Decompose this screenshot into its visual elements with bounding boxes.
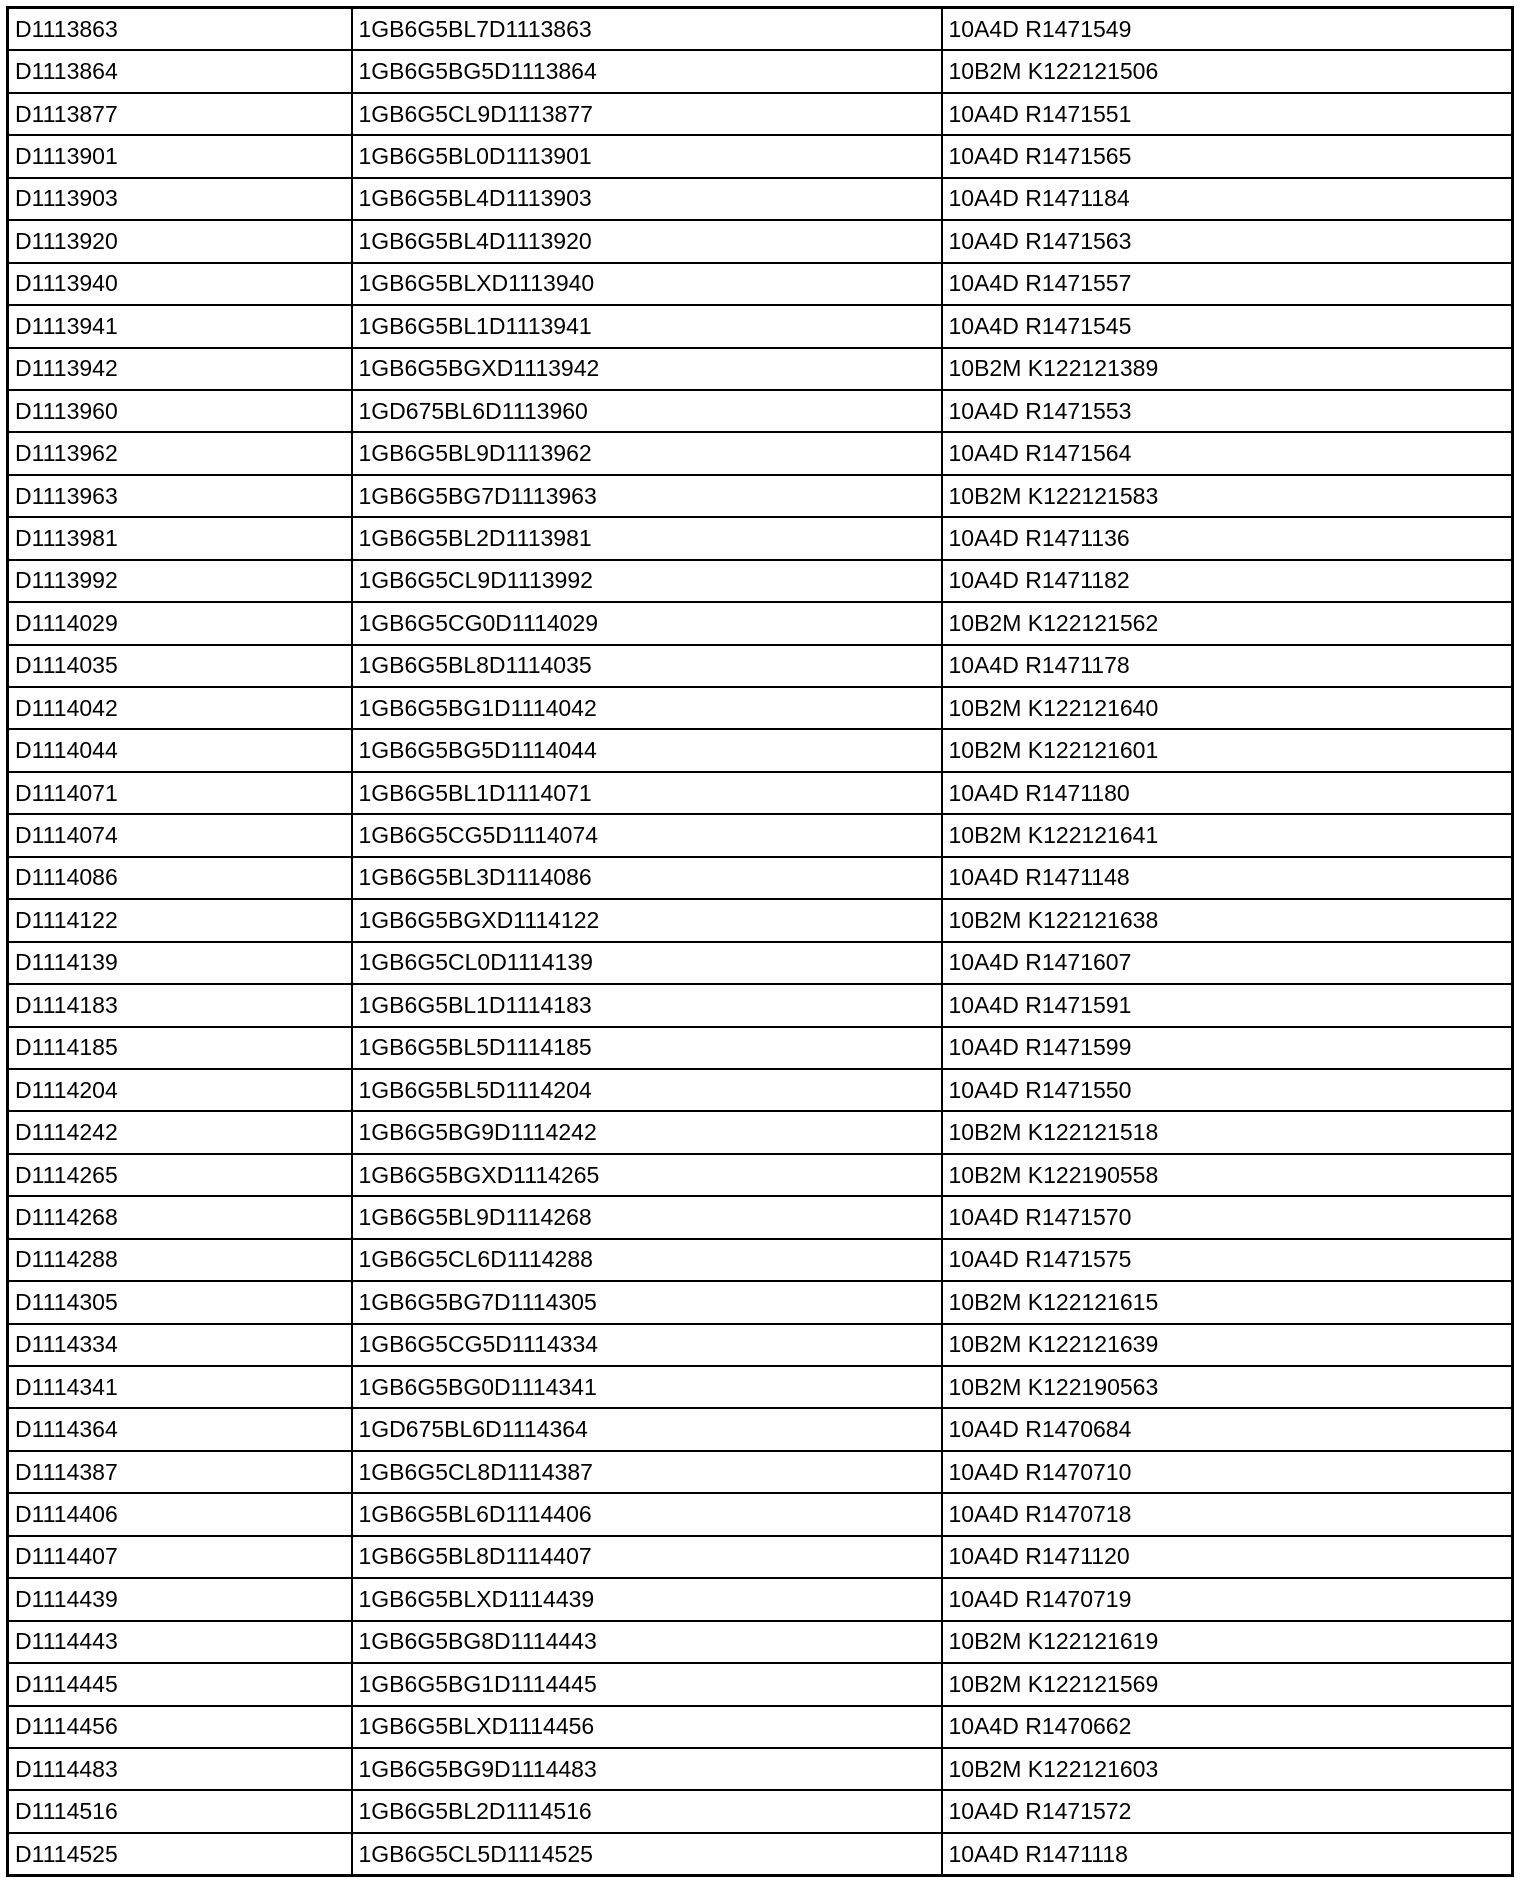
engine-number-cell: 10B2M K122121569	[942, 1663, 1513, 1705]
dealer-code-cell: D1114439	[8, 1578, 352, 1620]
table-row	[8, 135, 1513, 177]
dealer-code-cell: D1113963	[8, 475, 352, 517]
engine-number-cell: 10A4D R1471550	[942, 1069, 1513, 1111]
table-row	[8, 50, 1513, 92]
dealer-code-cell: D1114074	[8, 814, 352, 856]
dealer-code-cell: D1114185	[8, 1027, 352, 1069]
dealer-code-cell: D1114139	[8, 942, 352, 984]
table-row	[8, 1027, 1513, 1069]
engine-number-cell: 10B2M K122121601	[942, 729, 1513, 771]
engine-number-cell: 10A4D R1471182	[942, 560, 1513, 602]
vin-cell: 1GB6G5BL3D1114086	[352, 857, 942, 899]
dealer-code-cell: D1113920	[8, 220, 352, 262]
vin-cell: 1GB6G5BL1D1114183	[352, 984, 942, 1026]
dealer-code-cell: D1114483	[8, 1748, 352, 1790]
vin-cell: 1GB6G5BG9D1114242	[352, 1111, 942, 1153]
dealer-code-cell: D1114204	[8, 1069, 352, 1111]
dealer-code-cell: D1114042	[8, 687, 352, 729]
vin-cell: 1GB6G5BG7D1114305	[352, 1281, 942, 1323]
vin-cell: 1GB6G5BL9D1114268	[352, 1196, 942, 1238]
vin-cell: 1GB6G5BLXD1114456	[352, 1706, 942, 1748]
dealer-code-cell: D1113863	[8, 8, 352, 51]
engine-number-cell: 10A4D R1471591	[942, 984, 1513, 1026]
dealer-code-cell: D1114456	[8, 1706, 352, 1748]
dealer-code-cell: D1113960	[8, 390, 352, 432]
table-row	[8, 942, 1513, 984]
engine-number-cell: 10A4D R1471549	[942, 8, 1513, 51]
dealer-code-cell: D1114288	[8, 1239, 352, 1281]
dealer-code-cell: D1113901	[8, 135, 352, 177]
table-row	[8, 1790, 1513, 1832]
dealer-code-cell: D1113941	[8, 305, 352, 347]
table-row	[8, 814, 1513, 856]
dealer-code-cell: D1114334	[8, 1324, 352, 1366]
vehicle-id-table	[6, 6, 1514, 1877]
table-row	[8, 645, 1513, 687]
vin-cell: 1GB6G5BG1D1114445	[352, 1663, 942, 1705]
vin-cell: 1GB6G5BL2D1114516	[352, 1790, 942, 1832]
vin-cell: 1GD675BL6D1114364	[352, 1408, 942, 1450]
vin-cell: 1GB6G5BL8D1114407	[352, 1536, 942, 1578]
table-row	[8, 348, 1513, 390]
table-row	[8, 687, 1513, 729]
engine-number-cell: 10B2M K122121518	[942, 1111, 1513, 1153]
table-row	[8, 1154, 1513, 1196]
table-row	[8, 93, 1513, 135]
engine-number-cell: 10A4D R1470718	[942, 1493, 1513, 1535]
table-row	[8, 432, 1513, 474]
engine-number-cell: 10A4D R1471545	[942, 305, 1513, 347]
table-row	[8, 772, 1513, 814]
dealer-code-cell: D1114341	[8, 1366, 352, 1408]
vin-cell: 1GB6G5BL1D1114071	[352, 772, 942, 814]
dealer-code-cell: D1114516	[8, 1790, 352, 1832]
dealer-code-cell: D1113992	[8, 560, 352, 602]
dealer-code-cell: D1113962	[8, 432, 352, 474]
dealer-code-cell: D1114387	[8, 1451, 352, 1493]
table-row	[8, 1324, 1513, 1366]
table-row	[8, 1748, 1513, 1790]
engine-number-cell: 10B2M K122121619	[942, 1621, 1513, 1663]
vin-cell: 1GB6G5BG7D1113963	[352, 475, 942, 517]
vin-cell: 1GB6G5BG8D1114443	[352, 1621, 942, 1663]
vin-cell: 1GB6G5BL5D1114204	[352, 1069, 942, 1111]
dealer-code-cell: D1114035	[8, 645, 352, 687]
engine-number-cell: 10A4D R1471563	[942, 220, 1513, 262]
vin-cell: 1GB6G5BLXD1113940	[352, 263, 942, 305]
dealer-code-cell: D1114183	[8, 984, 352, 1026]
engine-number-cell: 10B2M K122121638	[942, 899, 1513, 941]
vin-cell: 1GD675BL6D1113960	[352, 390, 942, 432]
table-row	[8, 1408, 1513, 1450]
vin-cell: 1GB6G5CL9D1113877	[352, 93, 942, 135]
vin-cell: 1GB6G5BL2D1113981	[352, 517, 942, 559]
dealer-code-cell: D1114029	[8, 602, 352, 644]
vin-cell: 1GB6G5BL9D1113962	[352, 432, 942, 474]
dealer-code-cell: D1114265	[8, 1154, 352, 1196]
engine-number-cell: 10A4D R1471148	[942, 857, 1513, 899]
vin-cell: 1GB6G5BL0D1113901	[352, 135, 942, 177]
dealer-code-cell: D1114242	[8, 1111, 352, 1153]
engine-number-cell: 10A4D R1471572	[942, 1790, 1513, 1832]
engine-number-cell: 10A4D R1470710	[942, 1451, 1513, 1493]
vin-cell: 1GB6G5BL8D1114035	[352, 645, 942, 687]
table-row	[8, 1196, 1513, 1238]
table-row	[8, 1621, 1513, 1663]
dealer-code-cell: D1113942	[8, 348, 352, 390]
vin-cell: 1GB6G5CL6D1114288	[352, 1239, 942, 1281]
table-row	[8, 899, 1513, 941]
engine-number-cell: 10A4D R1471575	[942, 1239, 1513, 1281]
table-row	[8, 1706, 1513, 1748]
vin-cell: 1GB6G5CL0D1114139	[352, 942, 942, 984]
dealer-code-cell: D1113903	[8, 178, 352, 220]
vin-cell: 1GB6G5BG1D1114042	[352, 687, 942, 729]
dealer-code-cell: D1114445	[8, 1663, 352, 1705]
engine-number-cell: 10B2M K122121389	[942, 348, 1513, 390]
dealer-code-cell: D1113940	[8, 263, 352, 305]
table-row	[8, 1451, 1513, 1493]
vin-cell: 1GB6G5BLXD1114439	[352, 1578, 942, 1620]
dealer-code-cell: D1114044	[8, 729, 352, 771]
engine-number-cell: 10A4D R1471551	[942, 93, 1513, 135]
dealer-code-cell: D1113877	[8, 93, 352, 135]
dealer-code-cell: D1114268	[8, 1196, 352, 1238]
table-row	[8, 1366, 1513, 1408]
table-row	[8, 1239, 1513, 1281]
dealer-code-cell: D1114407	[8, 1536, 352, 1578]
vin-cell: 1GB6G5CL5D1114525	[352, 1833, 942, 1876]
vin-cell: 1GB6G5CG5D1114334	[352, 1324, 942, 1366]
engine-number-cell: 10B2M K122121639	[942, 1324, 1513, 1366]
engine-number-cell: 10B2M K122121615	[942, 1281, 1513, 1323]
vin-cell: 1GB6G5BGXD1113942	[352, 348, 942, 390]
dealer-code-cell: D1114086	[8, 857, 352, 899]
engine-number-cell: 10A4D R1471120	[942, 1536, 1513, 1578]
table-row	[8, 1111, 1513, 1153]
engine-number-cell: 10A4D R1471599	[942, 1027, 1513, 1069]
dealer-code-cell: D1113864	[8, 50, 352, 92]
vin-cell: 1GB6G5BG5D1113864	[352, 50, 942, 92]
vin-cell: 1GB6G5BGXD1114122	[352, 899, 942, 941]
dealer-code-cell: D1114406	[8, 1493, 352, 1535]
table-row	[8, 857, 1513, 899]
engine-number-cell: 10B2M K122121583	[942, 475, 1513, 517]
table-row	[8, 305, 1513, 347]
vin-cell: 1GB6G5CG5D1114074	[352, 814, 942, 856]
table-row	[8, 1281, 1513, 1323]
engine-number-cell: 10A4D R1471184	[942, 178, 1513, 220]
table-row	[8, 1833, 1513, 1876]
dealer-code-cell: D1114364	[8, 1408, 352, 1450]
vin-cell: 1GB6G5BG9D1114483	[352, 1748, 942, 1790]
engine-number-cell: 10A4D R1471607	[942, 942, 1513, 984]
dealer-code-cell: D1113981	[8, 517, 352, 559]
table-row	[8, 1663, 1513, 1705]
document-page	[6, 6, 1511, 1877]
engine-number-cell: 10B2M K122121603	[942, 1748, 1513, 1790]
table-row	[8, 517, 1513, 559]
engine-number-cell: 10B2M K122121641	[942, 814, 1513, 856]
table-row	[8, 390, 1513, 432]
engine-number-cell: 10B2M K122121562	[942, 602, 1513, 644]
table-row	[8, 220, 1513, 262]
vin-cell: 1GB6G5CL9D1113992	[352, 560, 942, 602]
engine-number-cell: 10A4D R1471564	[942, 432, 1513, 474]
engine-number-cell: 10A4D R1471553	[942, 390, 1513, 432]
table-row	[8, 263, 1513, 305]
vin-cell: 1GB6G5BG5D1114044	[352, 729, 942, 771]
table-row	[8, 475, 1513, 517]
engine-number-cell: 10A4D R1471557	[942, 263, 1513, 305]
table-row	[8, 602, 1513, 644]
table-row	[8, 984, 1513, 1026]
engine-number-cell: 10B2M K122121506	[942, 50, 1513, 92]
engine-number-cell: 10A4D R1470662	[942, 1706, 1513, 1748]
vin-cell: 1GB6G5CL8D1114387	[352, 1451, 942, 1493]
vin-cell: 1GB6G5BL5D1114185	[352, 1027, 942, 1069]
dealer-code-cell: D1114122	[8, 899, 352, 941]
engine-number-cell: 10B2M K122190558	[942, 1154, 1513, 1196]
dealer-code-cell: D1114305	[8, 1281, 352, 1323]
engine-number-cell: 10A4D R1471565	[942, 135, 1513, 177]
engine-number-cell: 10A4D R1471136	[942, 517, 1513, 559]
table-row	[8, 178, 1513, 220]
vin-cell: 1GB6G5BGXD1114265	[352, 1154, 942, 1196]
vin-cell: 1GB6G5BL7D1113863	[352, 8, 942, 51]
engine-number-cell: 10A4D R1471180	[942, 772, 1513, 814]
table-body	[8, 8, 1513, 1876]
engine-number-cell: 10A4D R1471178	[942, 645, 1513, 687]
table-row	[8, 560, 1513, 602]
dealer-code-cell: D1114443	[8, 1621, 352, 1663]
engine-number-cell: 10B2M K122190563	[942, 1366, 1513, 1408]
vin-cell: 1GB6G5BL4D1113920	[352, 220, 942, 262]
table-row	[8, 1578, 1513, 1620]
engine-number-cell: 10A4D R1470719	[942, 1578, 1513, 1620]
vin-cell: 1GB6G5CG0D1114029	[352, 602, 942, 644]
vin-cell: 1GB6G5BG0D1114341	[352, 1366, 942, 1408]
engine-number-cell: 10A4D R1470684	[942, 1408, 1513, 1450]
table-row	[8, 1069, 1513, 1111]
vin-cell: 1GB6G5BL1D1113941	[352, 305, 942, 347]
engine-number-cell: 10A4D R1471118	[942, 1833, 1513, 1876]
table-row	[8, 729, 1513, 771]
table-row	[8, 8, 1513, 51]
table-row	[8, 1536, 1513, 1578]
dealer-code-cell: D1114525	[8, 1833, 352, 1876]
vin-cell: 1GB6G5BL6D1114406	[352, 1493, 942, 1535]
engine-number-cell: 10A4D R1471570	[942, 1196, 1513, 1238]
engine-number-cell: 10B2M K122121640	[942, 687, 1513, 729]
vin-cell: 1GB6G5BL4D1113903	[352, 178, 942, 220]
table-row	[8, 1493, 1513, 1535]
dealer-code-cell: D1114071	[8, 772, 352, 814]
